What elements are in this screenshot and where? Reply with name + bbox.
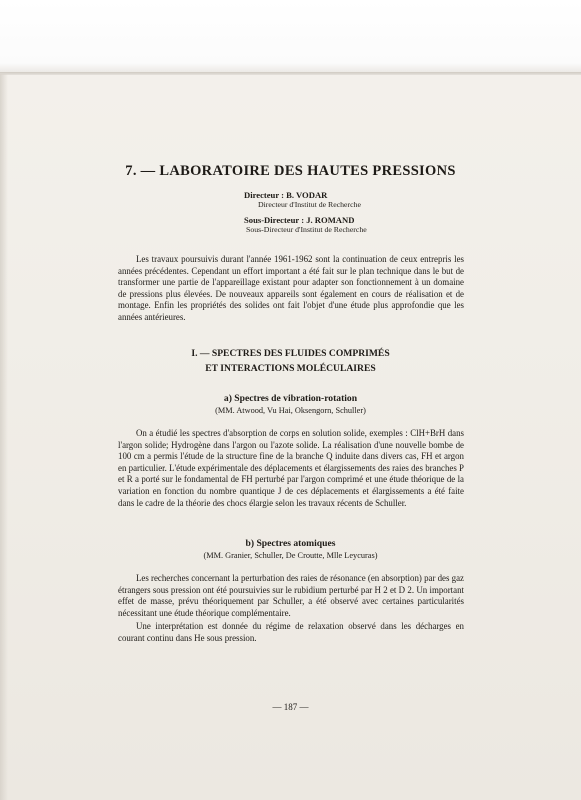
subsection-b-text-1: Les recherches concernant la perturbation des raies de résonance (en absorption) par des gaz étrangers sous pression ont été poursuivies sur le rubidium perturbé par H 2 et D 2. Un important effet de masse, prévu théoriquement par Schuller, a été observé avec certaines particularités nécessitant une étude théorique complémentaire. xyxy=(118,573,464,618)
page-number: — 187 — xyxy=(272,702,309,712)
subsection-a-authors: (MM. Atwood, Vu Hai, Oksengorn, Schuller) xyxy=(215,406,366,415)
page-shadow xyxy=(0,74,8,800)
page-title: 7. — LABORATOIRE DES HAUTES PRESSIONS xyxy=(125,163,456,179)
section-heading-line1: I. — SPECTRES DES FLUIDES COMPRIMÉS xyxy=(191,348,390,359)
subsection-a-heading: a) Spectres de vibration-rotation xyxy=(223,393,358,404)
subsection-a-text: On a étudié les spectres d'absorption de corps en solution solide, exemples : ClH+BrH dans l'argon solide; Hydrogène dans l'argon ou l'azote solide. La réalisation d'une nouvelle bombe de 100 cm a permis l'étude de la structure fine de la branche Q induite dans divers cas, FH et argon en particulier. L'étude expérimentale des déplacements et élargissements des raies des branches P et R a porté sur le fondamental de FH perturbé par l'argon comprimé et une étude théorique de la variation en fonction du nombre quantique J de ces déplacements et élargissements a été faite dans le cadre de la théorie des chocs élargie selon les travaux récents de Schuller. xyxy=(118,428,464,508)
section-heading-line2: ET INTERACTIONS MOLÉCULAIRES xyxy=(205,363,376,374)
directeur-label: Directeur : B. VODAR xyxy=(244,190,328,200)
subsection-a-paragraph xyxy=(118,428,464,509)
intro-text: Les travaux poursuivis durant l'année 1961-1962 sont la continuation de ceux entrepris les années précédentes. Cependant un effort important a été fait sur le plan technique dans le but de transformer une partie de l'appareillage existant pour adapter son fonctionnement à un domaine de pressions plus élevées. De nouveaux appareils sont également en cours de réalisation et de montage. Enfin les propriétés des solides ont fait l'objet d'une étude plus approfondie que les années antérieures. xyxy=(118,254,464,322)
directeur-institut: Directeur d'Institut de Recherche xyxy=(258,200,361,209)
page-edge xyxy=(0,72,581,75)
sous-directeur-label: Sous-Directeur : J. ROMAND xyxy=(244,215,355,225)
subsection-b-paragraph-1 xyxy=(118,573,464,619)
subsection-b-text-2: Une interprétation est donnée du régime de relaxation observé dans les décharges en courant continu dans He sous pression. xyxy=(118,621,464,643)
sous-directeur-institut: Sous-Directeur d'Institut de Recherche xyxy=(246,225,367,234)
subsection-b-heading: b) Spectres atomiques xyxy=(245,538,336,549)
scanner-margin xyxy=(0,0,581,74)
subsection-b-authors: (MM. Granier, Schuller, De Croutte, Mlle Leycuras) xyxy=(203,551,378,560)
subsection-b-paragraph-2 xyxy=(118,621,464,644)
section-heading xyxy=(0,346,581,376)
intro-paragraph xyxy=(118,254,464,324)
